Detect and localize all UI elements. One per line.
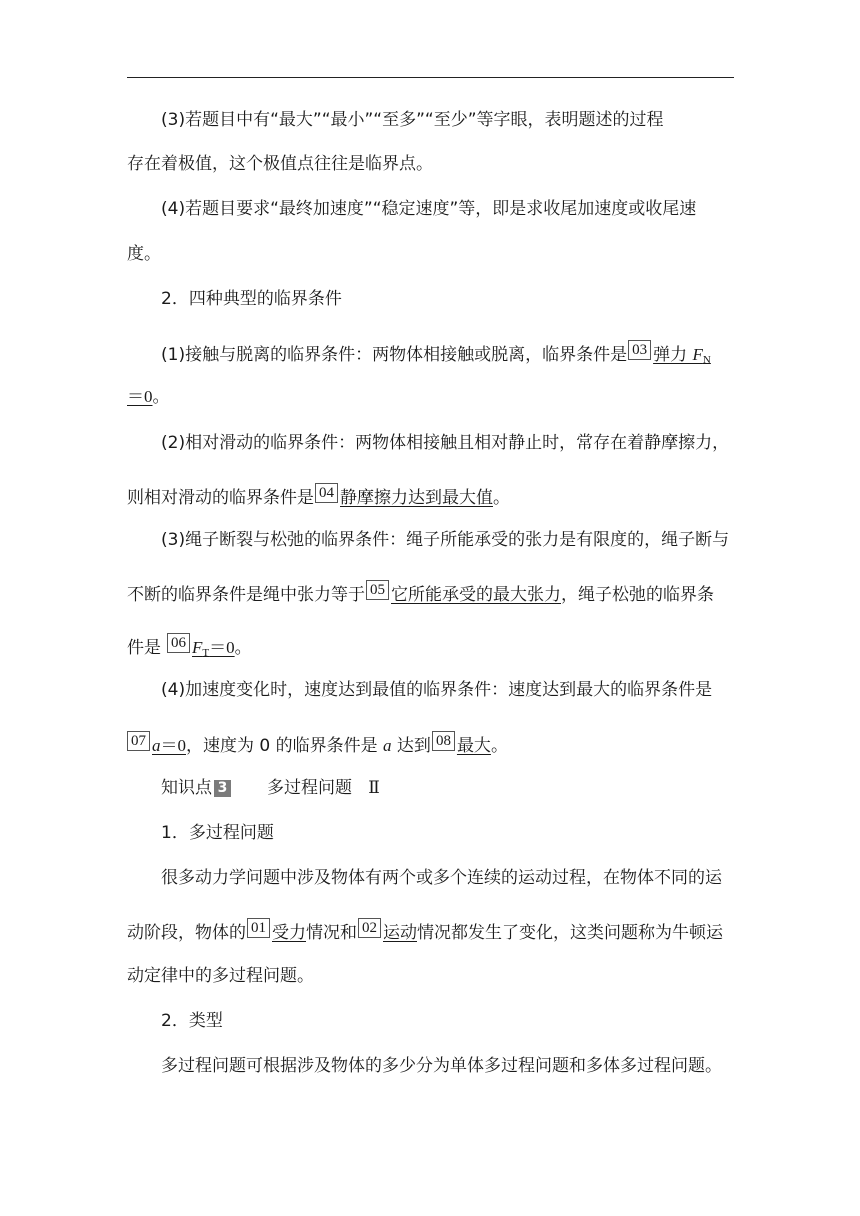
answer-text: 静摩擦力达到最大值 bbox=[340, 488, 493, 508]
paragraph-line: 动阶段，物体的 01 受力情况和 02 运动情况都发生了变化，这类问题称为牛顿运 bbox=[127, 920, 723, 943]
paragraph-line: 07 a＝0，速度为 0 的临界条件是 a 达到 08 最大。 bbox=[127, 731, 734, 758]
header-rule bbox=[127, 77, 734, 78]
blank-number-box: 06 bbox=[167, 633, 190, 653]
paragraph-line: 度。 bbox=[127, 244, 161, 264]
answer-text: 运动 bbox=[383, 923, 417, 943]
paragraph-line: (3)绳子断裂与松弛的临界条件：绳子所能承受的张力是有限度的，绳子断与 bbox=[161, 530, 730, 550]
answer-text: ＝0 bbox=[127, 387, 153, 406]
paragraph-line: (2)相对滑动的临界条件：两物体相接触且相对静止时，常存在着静摩擦力， bbox=[161, 433, 730, 453]
answer-text: 受力 bbox=[272, 923, 306, 943]
paragraph-line: (4)加速度变化时，速度达到最值的临界条件：速度达到最大的临界条件是 bbox=[161, 680, 713, 700]
section-heading: 2．四种典型的临界条件 bbox=[161, 289, 342, 309]
blank-number-box: 04 bbox=[315, 483, 338, 503]
paragraph-line: 存在着极值，这个极值点往往是临界点。 bbox=[127, 154, 433, 174]
blank-number-box: 05 bbox=[366, 580, 389, 600]
paragraph-line: 则相对滑动的临界条件是 04 静摩擦力达到最大值。 bbox=[127, 485, 510, 508]
paragraph-line: 很多动力学问题中涉及物体有两个或多个连续的运动过程，在物体不同的运 bbox=[161, 868, 722, 888]
answer-text: $F_T=0$ bbox=[192, 638, 235, 659]
blank-number-box: 08 bbox=[432, 731, 455, 751]
knowledge-point-heading: 知识点 3 多过程问题 Ⅱ bbox=[161, 778, 380, 798]
paragraph-line: (3)若题目中有“最大”“最小”“至多”“至少”等字眼，表明题述的过程 bbox=[161, 110, 664, 130]
paragraph-line: 多过程问题可根据涉及物体的多少分为单体多过程问题和多体多过程问题。 bbox=[161, 1056, 722, 1076]
blank-number-box: 07 bbox=[127, 731, 150, 751]
paragraph-line: (1)接触与脱离的临界条件：两物体相接触或脱离，临界条件是 03 弹力 $F_N$ bbox=[161, 342, 711, 366]
answer-text: 最大 bbox=[456, 736, 491, 756]
section-heading: 2．类型 bbox=[161, 1011, 223, 1031]
answer-text: 它所能承受的最大张力 bbox=[391, 585, 561, 605]
section-heading: 1．多过程问题 bbox=[161, 823, 274, 843]
paragraph-line: 动定律中的多过程问题。 bbox=[127, 966, 314, 986]
blank-number-box: 02 bbox=[358, 918, 381, 938]
blank-number-box: 03 bbox=[628, 340, 651, 360]
answer-text: 弹力 $F_N$ bbox=[653, 345, 711, 366]
paragraph-line: 不断的临界条件是绳中张力等于 05 它所能承受的最大张力，绳子松弛的临界条 bbox=[127, 582, 714, 605]
answer-text: a＝0 bbox=[152, 736, 186, 755]
paragraph-line: (4)若题目要求“最终加速度”“稳定速度”等，即是求收尾加速度或收尾速 bbox=[161, 199, 697, 219]
blank-number-box: 01 bbox=[247, 918, 270, 938]
paragraph-line: ＝0。 bbox=[127, 387, 170, 407]
knowledge-point-badge: 3 bbox=[214, 780, 231, 797]
paragraph-line: 件是 06 $F_T=0$。 bbox=[127, 635, 252, 659]
